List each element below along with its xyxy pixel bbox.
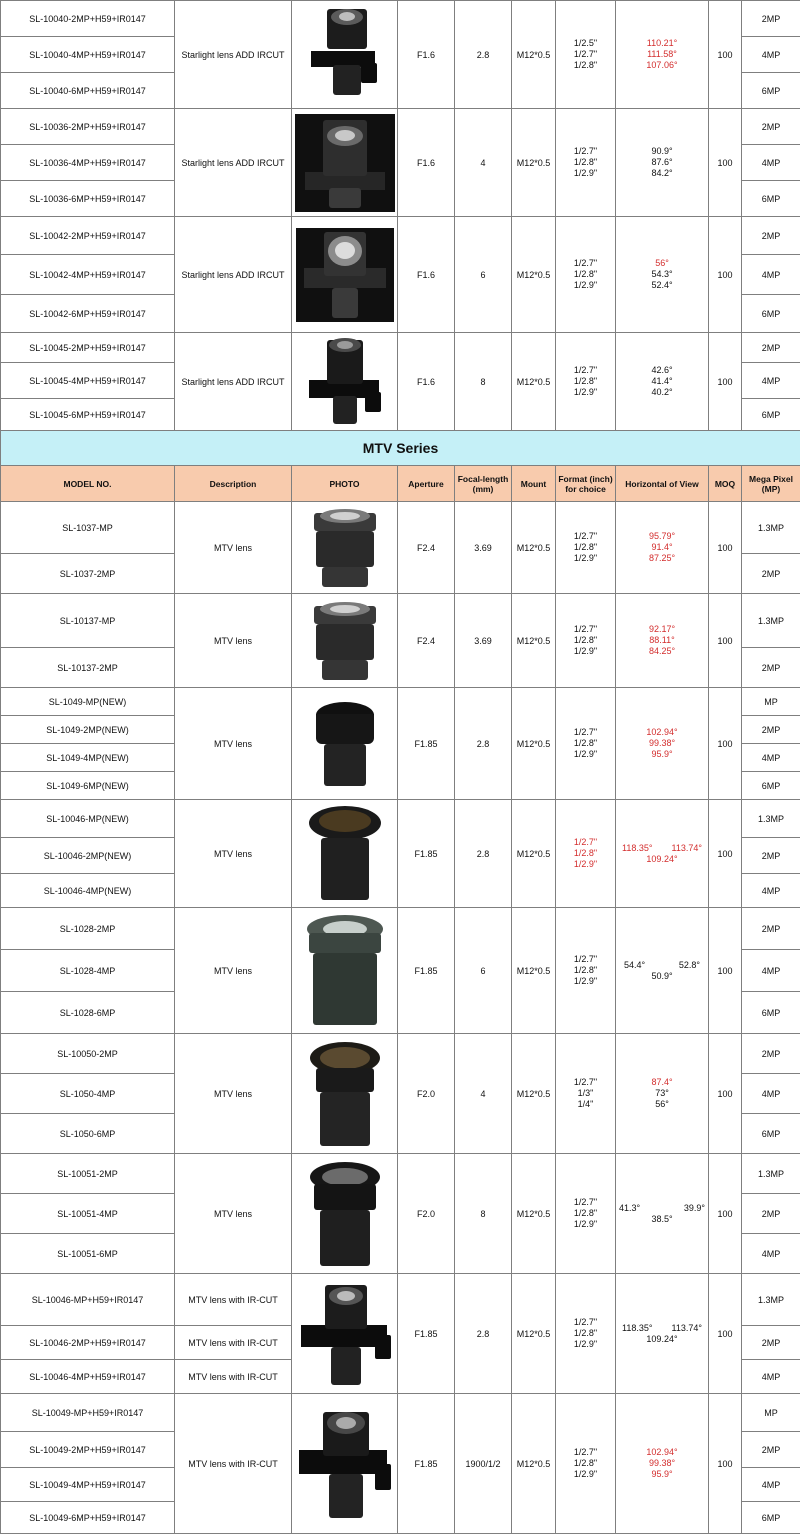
fov-list — [616, 908, 709, 1034]
aperture: F1.6 — [398, 217, 455, 333]
ircut-lens-photo — [292, 1274, 398, 1394]
focal-length: 1900/1/2 — [455, 1394, 512, 1534]
model-no: SL-10040-4MP+H59+IR0147 — [1, 37, 175, 73]
header-moq: MOQ — [709, 466, 742, 502]
aperture: F1.85 — [398, 800, 455, 908]
model-no: SL-1050-6MP — [1, 1114, 175, 1154]
model-no: SL-10046-4MP(NEW) — [1, 874, 175, 908]
fov-value: 95.79° — [648, 531, 676, 541]
description: MTV lens — [175, 1034, 292, 1154]
mtv-lens-photo — [292, 908, 398, 1034]
mount: M12*0.5 — [512, 908, 556, 1034]
mtv-lens-photo — [292, 800, 398, 908]
megapixel: 6MP — [742, 181, 800, 217]
megapixel: 1.3MP — [742, 1274, 800, 1326]
megapixel: MP — [742, 688, 800, 716]
format-value: 1/2.9" — [573, 1219, 598, 1229]
focal-length: 2.8 — [455, 1274, 512, 1394]
format-value: 1/3" — [577, 1088, 594, 1098]
format-value: 1/4" — [577, 1099, 594, 1109]
description: MTV lens — [175, 688, 292, 800]
format-value: 1/2.7" — [573, 1077, 598, 1087]
format-list — [556, 1274, 616, 1394]
moq: 100 — [709, 908, 742, 1034]
mount: M12*0.5 — [512, 1274, 556, 1394]
table-row — [1, 908, 800, 950]
section-title-row — [1, 431, 800, 466]
header-photo: PHOTO — [292, 466, 398, 502]
focal-length: 6 — [455, 217, 512, 333]
fov-value: 39.9° — [683, 1202, 705, 1213]
table-row — [1, 1034, 800, 1074]
format-value: 1/2.9" — [573, 280, 598, 290]
aperture: F1.6 — [398, 333, 455, 431]
format-value: 1/2.8" — [573, 1208, 598, 1218]
megapixel: 2MP — [742, 648, 800, 688]
aperture: F1.6 — [398, 109, 455, 217]
format-list — [556, 688, 616, 800]
mtv-series-section — [1, 431, 800, 1534]
megapixel: 2MP — [742, 716, 800, 744]
fov-value: 118.35° — [622, 1322, 653, 1333]
description: MTV lens — [175, 908, 292, 1034]
format-value: 1/2.5" — [573, 38, 598, 48]
megapixel: 2MP — [742, 554, 800, 594]
model-no: SL-1028-4MP — [1, 950, 175, 992]
table-row — [1, 109, 800, 145]
format-list — [556, 594, 616, 688]
ircut-lens-photo — [292, 109, 398, 217]
mtv-lens-photo — [292, 502, 398, 594]
fov-value: 84.25° — [648, 646, 676, 656]
megapixel: 2MP — [742, 217, 800, 255]
megapixel: 2MP — [742, 1194, 800, 1234]
fov-list — [616, 1394, 709, 1534]
megapixel: 4MP — [742, 744, 800, 772]
aperture: F1.85 — [398, 688, 455, 800]
table-row — [1, 333, 800, 363]
megapixel: 4MP — [742, 874, 800, 908]
fov-value: 41.4° — [651, 376, 673, 386]
format-list — [556, 109, 616, 217]
fov-value: 40.2° — [651, 387, 673, 397]
model-no: SL-1037-MP — [1, 502, 175, 554]
model-no: SL-10051-2MP — [1, 1154, 175, 1194]
fov-list — [616, 502, 709, 594]
megapixel: 2MP — [742, 838, 800, 874]
model-no: SL-10045-4MP+H59+IR0147 — [1, 363, 175, 399]
table-row — [1, 1, 800, 37]
moq: 100 — [709, 1154, 742, 1274]
model-no: SL-10046-MP(NEW) — [1, 800, 175, 838]
aperture: F1.6 — [398, 1, 455, 109]
mtv-lens-photo — [292, 1034, 398, 1154]
format-value: 1/2.9" — [573, 1469, 598, 1479]
format-value: 1/2.8" — [573, 60, 598, 70]
model-no: SL-1049-2MP(NEW) — [1, 716, 175, 744]
model-no: SL-10036-4MP+H59+IR0147 — [1, 145, 175, 181]
megapixel: 4MP — [742, 37, 800, 73]
moq: 100 — [709, 502, 742, 594]
fov-list — [616, 109, 709, 217]
model-no: SL-1049-4MP(NEW) — [1, 744, 175, 772]
table-row — [1, 594, 800, 648]
table-row — [1, 502, 800, 554]
model-no: SL-10051-4MP — [1, 1194, 175, 1234]
megapixel: 6MP — [742, 73, 800, 109]
fov-value: 41.3° — [619, 1202, 641, 1213]
moq: 100 — [709, 800, 742, 908]
format-value: 1/2.7" — [573, 1317, 598, 1327]
focal-length: 2.8 — [455, 1, 512, 109]
megapixel: 4MP — [742, 363, 800, 399]
header-fov: Horizontal of View — [616, 466, 709, 502]
fov-value: 91.4° — [651, 542, 673, 552]
format-list — [556, 1, 616, 109]
mtv-lens-photo — [292, 1154, 398, 1274]
fov-value: 118.35° — [622, 842, 653, 853]
format-value: 1/2.9" — [573, 646, 598, 656]
table-row — [1, 217, 800, 255]
fov-value: 87.6° — [651, 157, 673, 167]
format-list — [556, 1034, 616, 1154]
megapixel: 1.3MP — [742, 1154, 800, 1194]
ircut-lens-photo — [292, 333, 398, 431]
model-no: SL-10049-6MP+H59+IR0147 — [1, 1502, 175, 1534]
format-value: 1/2.9" — [573, 859, 598, 869]
description: MTV lens with IR-CUT — [175, 1394, 292, 1534]
mount: M12*0.5 — [512, 1154, 556, 1274]
focal-length: 6 — [455, 908, 512, 1034]
model-no: SL-10046-2MP+H59+IR0147 — [1, 1326, 175, 1360]
format-value: 1/2.7" — [573, 837, 598, 847]
format-value: 1/2.8" — [573, 1458, 598, 1468]
format-value: 1/2.8" — [573, 848, 598, 858]
fov-list — [616, 1034, 709, 1154]
megapixel: 2MP — [742, 1432, 800, 1468]
format-value: 1/2.9" — [573, 1339, 598, 1349]
description: MTV lens — [175, 594, 292, 688]
megapixel: 6MP — [742, 1114, 800, 1154]
fov-list — [616, 1154, 709, 1274]
format-value: 1/2.9" — [573, 168, 598, 178]
megapixel: 2MP — [742, 109, 800, 145]
header-description: Description — [175, 466, 292, 502]
table-row — [1, 800, 800, 838]
model-no: SL-10042-4MP+H59+IR0147 — [1, 255, 175, 295]
fov-value: 95.9° — [651, 749, 673, 759]
megapixel: 4MP — [742, 1468, 800, 1502]
fov-value: 111.58° — [647, 49, 677, 59]
format-value: 1/2.7" — [573, 624, 598, 634]
model-no: SL-10040-6MP+H59+IR0147 — [1, 73, 175, 109]
format-value: 1/2.7" — [573, 727, 598, 737]
fov-value: 102.94° — [646, 727, 678, 737]
format-value: 1/2.9" — [573, 749, 598, 759]
format-value: 1/2.7" — [573, 1197, 598, 1207]
mount: M12*0.5 — [512, 217, 556, 333]
mount: M12*0.5 — [512, 1, 556, 109]
fov-list — [616, 688, 709, 800]
moq: 100 — [709, 333, 742, 431]
model-no: SL-1028-6MP — [1, 992, 175, 1034]
table-row — [1, 1274, 800, 1326]
fov-value: 88.11° — [649, 635, 675, 645]
fov-value: 84.2° — [651, 168, 673, 178]
model-no: SL-10045-6MP+H59+IR0147 — [1, 399, 175, 431]
section-title: MTV Series — [1, 431, 800, 466]
description: Starlight lens ADD IRCUT — [175, 109, 292, 217]
description: MTV lens — [175, 1154, 292, 1274]
mount: M12*0.5 — [512, 688, 556, 800]
mount: M12*0.5 — [512, 502, 556, 594]
header-model: MODEL NO. — [1, 466, 175, 502]
format-list — [556, 908, 616, 1034]
fov-value: 109.24° — [646, 1333, 678, 1344]
megapixel: 4MP — [742, 1074, 800, 1114]
ircut-lens-photo — [292, 1394, 398, 1534]
fov-value: 54.3° — [651, 269, 673, 279]
model-no: SL-10042-2MP+H59+IR0147 — [1, 217, 175, 255]
megapixel: 2MP — [742, 908, 800, 950]
megapixel: 4MP — [742, 255, 800, 295]
format-value: 1/2.8" — [573, 965, 598, 975]
format-value: 1/2.7" — [573, 49, 598, 59]
fov-value: 87.4° — [651, 1077, 673, 1087]
header-format: Format (inch) for choice — [556, 466, 616, 502]
format-value: 1/2.9" — [573, 387, 598, 397]
fov-value: 102.94° — [646, 1447, 678, 1457]
fov-value: 38.5° — [651, 1213, 673, 1224]
fov-value: 73° — [655, 1088, 669, 1098]
mount: M12*0.5 — [512, 1034, 556, 1154]
moq: 100 — [709, 217, 742, 333]
model-no: SL-1049-6MP(NEW) — [1, 772, 175, 800]
fov-list — [616, 1274, 709, 1394]
moq: 100 — [709, 1274, 742, 1394]
description: MTV lens — [175, 502, 292, 594]
format-list — [556, 1394, 616, 1534]
megapixel: 6MP — [742, 772, 800, 800]
focal-length: 2.8 — [455, 688, 512, 800]
format-value: 1/2.8" — [573, 157, 598, 167]
fov-value: 90.9° — [651, 146, 673, 156]
model-no: SL-10046-2MP(NEW) — [1, 838, 175, 874]
format-value: 1/2.8" — [573, 635, 598, 645]
fov-value: 52.4° — [651, 280, 673, 290]
format-list — [556, 502, 616, 594]
description: MTV lens with IR-CUT — [175, 1326, 292, 1360]
model-no: SL-10046-4MP+H59+IR0147 — [1, 1360, 175, 1394]
megapixel: 6MP — [742, 295, 800, 333]
model-no: SL-10049-4MP+H59+IR0147 — [1, 1468, 175, 1502]
fov-value: 109.24° — [646, 853, 678, 864]
moq: 100 — [709, 688, 742, 800]
fov-value: 113.74° — [671, 842, 702, 853]
model-no: SL-10042-6MP+H59+IR0147 — [1, 295, 175, 333]
megapixel: 2MP — [742, 1, 800, 37]
fov-list — [616, 594, 709, 688]
aperture: F2.4 — [398, 502, 455, 594]
fov-value: 107.06° — [646, 60, 678, 70]
format-value: 1/2.9" — [573, 553, 598, 563]
megapixel: 6MP — [742, 992, 800, 1034]
mount: M12*0.5 — [512, 109, 556, 217]
mount: M12*0.5 — [512, 333, 556, 431]
description: MTV lens with IR-CUT — [175, 1274, 292, 1326]
starlight-ircut-group — [1, 1, 800, 431]
moq: 100 — [709, 109, 742, 217]
format-list — [556, 333, 616, 431]
fov-list — [616, 800, 709, 908]
format-value: 1/2.7" — [573, 365, 598, 375]
ircut-lens-photo — [292, 217, 398, 333]
header-focal-length: Focal-length (mm) — [455, 466, 512, 502]
megapixel: 1.3MP — [742, 800, 800, 838]
table-row — [1, 688, 800, 716]
model-no: SL-10050-2MP — [1, 1034, 175, 1074]
description: Starlight lens ADD IRCUT — [175, 333, 292, 431]
focal-length: 8 — [455, 333, 512, 431]
fov-value: 92.17° — [648, 624, 676, 634]
aperture: F1.85 — [398, 1274, 455, 1394]
fov-value: 113.74° — [671, 1322, 702, 1333]
moq: 100 — [709, 1034, 742, 1154]
format-list — [556, 800, 616, 908]
mount: M12*0.5 — [512, 800, 556, 908]
fov-value: 99.38° — [648, 1458, 676, 1468]
focal-length: 3.69 — [455, 502, 512, 594]
fov-value: 56° — [655, 258, 669, 268]
description: MTV lens with IR-CUT — [175, 1360, 292, 1394]
format-value: 1/2.8" — [573, 1328, 598, 1338]
megapixel: 4MP — [742, 145, 800, 181]
fov-value: 50.9° — [651, 970, 673, 981]
megapixel: 4MP — [742, 1360, 800, 1394]
megapixel: 1.3MP — [742, 502, 800, 554]
megapixel: 2MP — [742, 1034, 800, 1074]
fov-value: 110.21° — [646, 38, 678, 48]
megapixel: 2MP — [742, 333, 800, 363]
format-value: 1/2.7" — [573, 1447, 598, 1457]
fov-value: 56° — [655, 1099, 669, 1109]
table-row — [1, 1394, 800, 1432]
model-no: SL-10051-6MP — [1, 1234, 175, 1274]
format-list — [556, 1154, 616, 1274]
format-value: 1/2.8" — [573, 269, 598, 279]
mount: M12*0.5 — [512, 1394, 556, 1534]
format-list — [556, 217, 616, 333]
model-no: SL-1050-4MP — [1, 1074, 175, 1114]
focal-length: 8 — [455, 1154, 512, 1274]
model-no: SL-10045-2MP+H59+IR0147 — [1, 333, 175, 363]
model-no: SL-10040-2MP+H59+IR0147 — [1, 1, 175, 37]
format-value: 1/2.8" — [573, 376, 598, 386]
format-value: 1/2.7" — [573, 531, 598, 541]
moq: 100 — [709, 1, 742, 109]
focal-length: 4 — [455, 109, 512, 217]
format-value: 1/2.8" — [573, 542, 598, 552]
moq: 100 — [709, 594, 742, 688]
description: Starlight lens ADD IRCUT — [175, 217, 292, 333]
megapixel: 2MP — [742, 1326, 800, 1360]
model-no: SL-10036-2MP+H59+IR0147 — [1, 109, 175, 145]
fov-value: 52.8° — [678, 959, 700, 970]
model-no: SL-10137-2MP — [1, 648, 175, 688]
table-header-row — [1, 466, 800, 502]
format-value: 1/2.9" — [573, 976, 598, 986]
mtv-lens-photo — [292, 688, 398, 800]
focal-length: 3.69 — [455, 594, 512, 688]
fov-value: 87.25° — [648, 553, 676, 563]
header-megapixel: Mega Pixel (MP) — [742, 466, 800, 502]
format-value: 1/2.7" — [573, 954, 598, 964]
megapixel: 6MP — [742, 1502, 800, 1534]
aperture: F2.0 — [398, 1154, 455, 1274]
description: Starlight lens ADD IRCUT — [175, 1, 292, 109]
focal-length: 2.8 — [455, 800, 512, 908]
header-mount: Mount — [512, 466, 556, 502]
fov-list — [616, 217, 709, 333]
model-no: SL-10036-6MP+H59+IR0147 — [1, 181, 175, 217]
megapixel: 4MP — [742, 950, 800, 992]
format-value: 1/2.7" — [573, 146, 598, 156]
mount: M12*0.5 — [512, 594, 556, 688]
format-value: 1/2.7" — [573, 258, 598, 268]
aperture: F1.85 — [398, 1394, 455, 1534]
fov-value: 54.4° — [624, 959, 646, 970]
aperture: F2.4 — [398, 594, 455, 688]
model-no: SL-10137-MP — [1, 594, 175, 648]
fov-value: 42.6° — [651, 365, 673, 375]
mtv-lens-photo — [292, 594, 398, 688]
description: MTV lens — [175, 800, 292, 908]
header-aperture: Aperture — [398, 466, 455, 502]
aperture: F2.0 — [398, 1034, 455, 1154]
fov-value: 99.38° — [648, 738, 676, 748]
format-value: 1/2.8" — [573, 738, 598, 748]
fov-list — [616, 1, 709, 109]
focal-length: 4 — [455, 1034, 512, 1154]
model-no: SL-10049-2MP+H59+IR0147 — [1, 1432, 175, 1468]
table-row — [1, 1154, 800, 1194]
model-no: SL-1037-2MP — [1, 554, 175, 594]
model-no: SL-1028-2MP — [1, 908, 175, 950]
model-no: SL-10046-MP+H59+IR0147 — [1, 1274, 175, 1326]
megapixel: 4MP — [742, 1234, 800, 1274]
ircut-lens-photo — [292, 1, 398, 109]
moq: 100 — [709, 1394, 742, 1534]
megapixel: MP — [742, 1394, 800, 1432]
fov-list — [616, 333, 709, 431]
model-no: SL-10049-MP+H59+IR0147 — [1, 1394, 175, 1432]
model-no: SL-1049-MP(NEW) — [1, 688, 175, 716]
megapixel: 1.3MP — [742, 594, 800, 648]
fov-value: 95.9° — [651, 1469, 673, 1479]
megapixel: 6MP — [742, 399, 800, 431]
aperture: F1.85 — [398, 908, 455, 1034]
